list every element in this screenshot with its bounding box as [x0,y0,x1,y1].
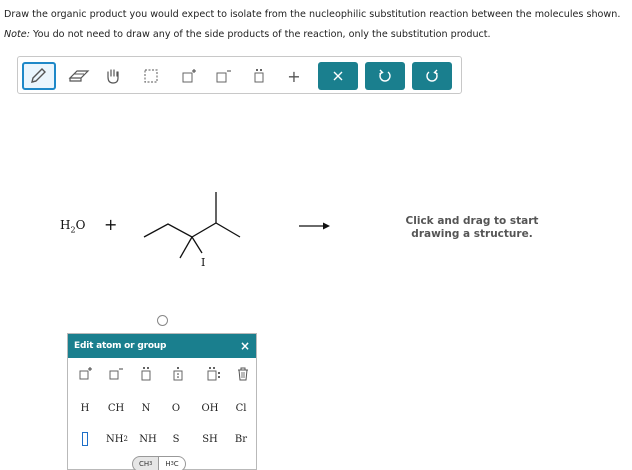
methyl-pill-group [132,456,186,470]
undo-icon [378,69,392,83]
atom-option-oh[interactable]: OH [201,402,219,414]
panel-close-button[interactable]: × [239,339,250,353]
atom-option-nh[interactable]: NH [139,433,157,445]
panel-title: Edit atom or group [74,341,167,351]
atom-row-2 [68,429,258,449]
atom-option-cl[interactable]: Cl [235,402,247,414]
positive-charge-icon [77,366,95,382]
trash-icon [236,366,250,382]
edit-atom-panel [67,333,257,470]
clear-button[interactable] [318,62,358,90]
negative-charge-option[interactable] [104,364,128,384]
atom-option-ch[interactable]: CH [107,402,125,414]
question-text: Draw the organic product you would expect to isolate from the nucleophilic substitution reaction between the molecules shown. [4,9,621,20]
positive-charge-option[interactable] [74,364,98,384]
atom-option-s[interactable]: S [172,433,180,445]
panel-anchor-circle[interactable] [157,315,168,326]
panel-icon-row [68,364,258,384]
undo-button[interactable] [365,62,405,90]
alkyl-iodide-structure [140,190,250,270]
positive-charge-icon [179,67,199,85]
trash-option[interactable] [232,364,254,384]
electron-pairs-option[interactable] [200,364,226,384]
lone-pair-option[interactable] [134,364,158,384]
electron-pairs-icon [203,366,223,382]
note-label: Note: [4,29,30,40]
atom-option-n[interactable]: N [141,402,151,414]
atom-option-nh2[interactable]: NH 2 [106,433,128,445]
custom-atom-input[interactable] [76,429,94,449]
iodine-label: I [201,256,206,269]
positive-charge-button[interactable] [174,62,204,90]
lone-pair-icon [137,366,155,382]
negative-charge-icon [107,366,125,382]
panel-header [68,334,256,358]
note-text [4,29,491,40]
pencil-icon [29,67,49,85]
text-cursor [82,432,88,446]
pencil-tool-button[interactable] [22,62,56,90]
atom-option-br[interactable]: Br [234,433,248,445]
clear-icon [332,70,344,82]
reaction-plus: + [104,215,118,234]
negative-charge-button[interactable] [208,62,238,90]
radical-option[interactable] [166,364,190,384]
hand-tool-button[interactable] [98,62,128,90]
atom-option-h[interactable]: H [80,402,90,414]
reaction-arrow [298,221,332,231]
lone-pair-button[interactable] [244,62,274,90]
eraser-tool-button[interactable] [64,62,94,90]
methyl-option-ch3[interactable]: CH 3 [132,456,159,470]
eraser-icon [68,68,90,84]
atom-row-1 [68,398,258,418]
atom-option-o[interactable]: O [171,402,181,414]
select-tool-button[interactable] [136,62,166,90]
note-body: You do not need to draw any of the side products of the reaction, only the substitution product. [29,29,491,40]
redo-icon [425,69,439,83]
lone-pair-icon [249,67,269,85]
select-box-icon [141,67,161,85]
hand-icon [103,67,123,85]
atom-option-sh[interactable]: SH [202,433,218,445]
water-reagent: $H_2O$ [60,218,86,235]
drawing-toolbar [17,56,462,94]
add-button[interactable]: + [287,66,301,86]
drawing-hint: Click and drag to start drawing a structure. [405,215,539,240]
negative-charge-icon [213,67,233,85]
radical-icon [169,366,187,382]
methyl-option-h3c[interactable]: H 3 C [159,456,185,470]
redo-button[interactable] [412,62,452,90]
